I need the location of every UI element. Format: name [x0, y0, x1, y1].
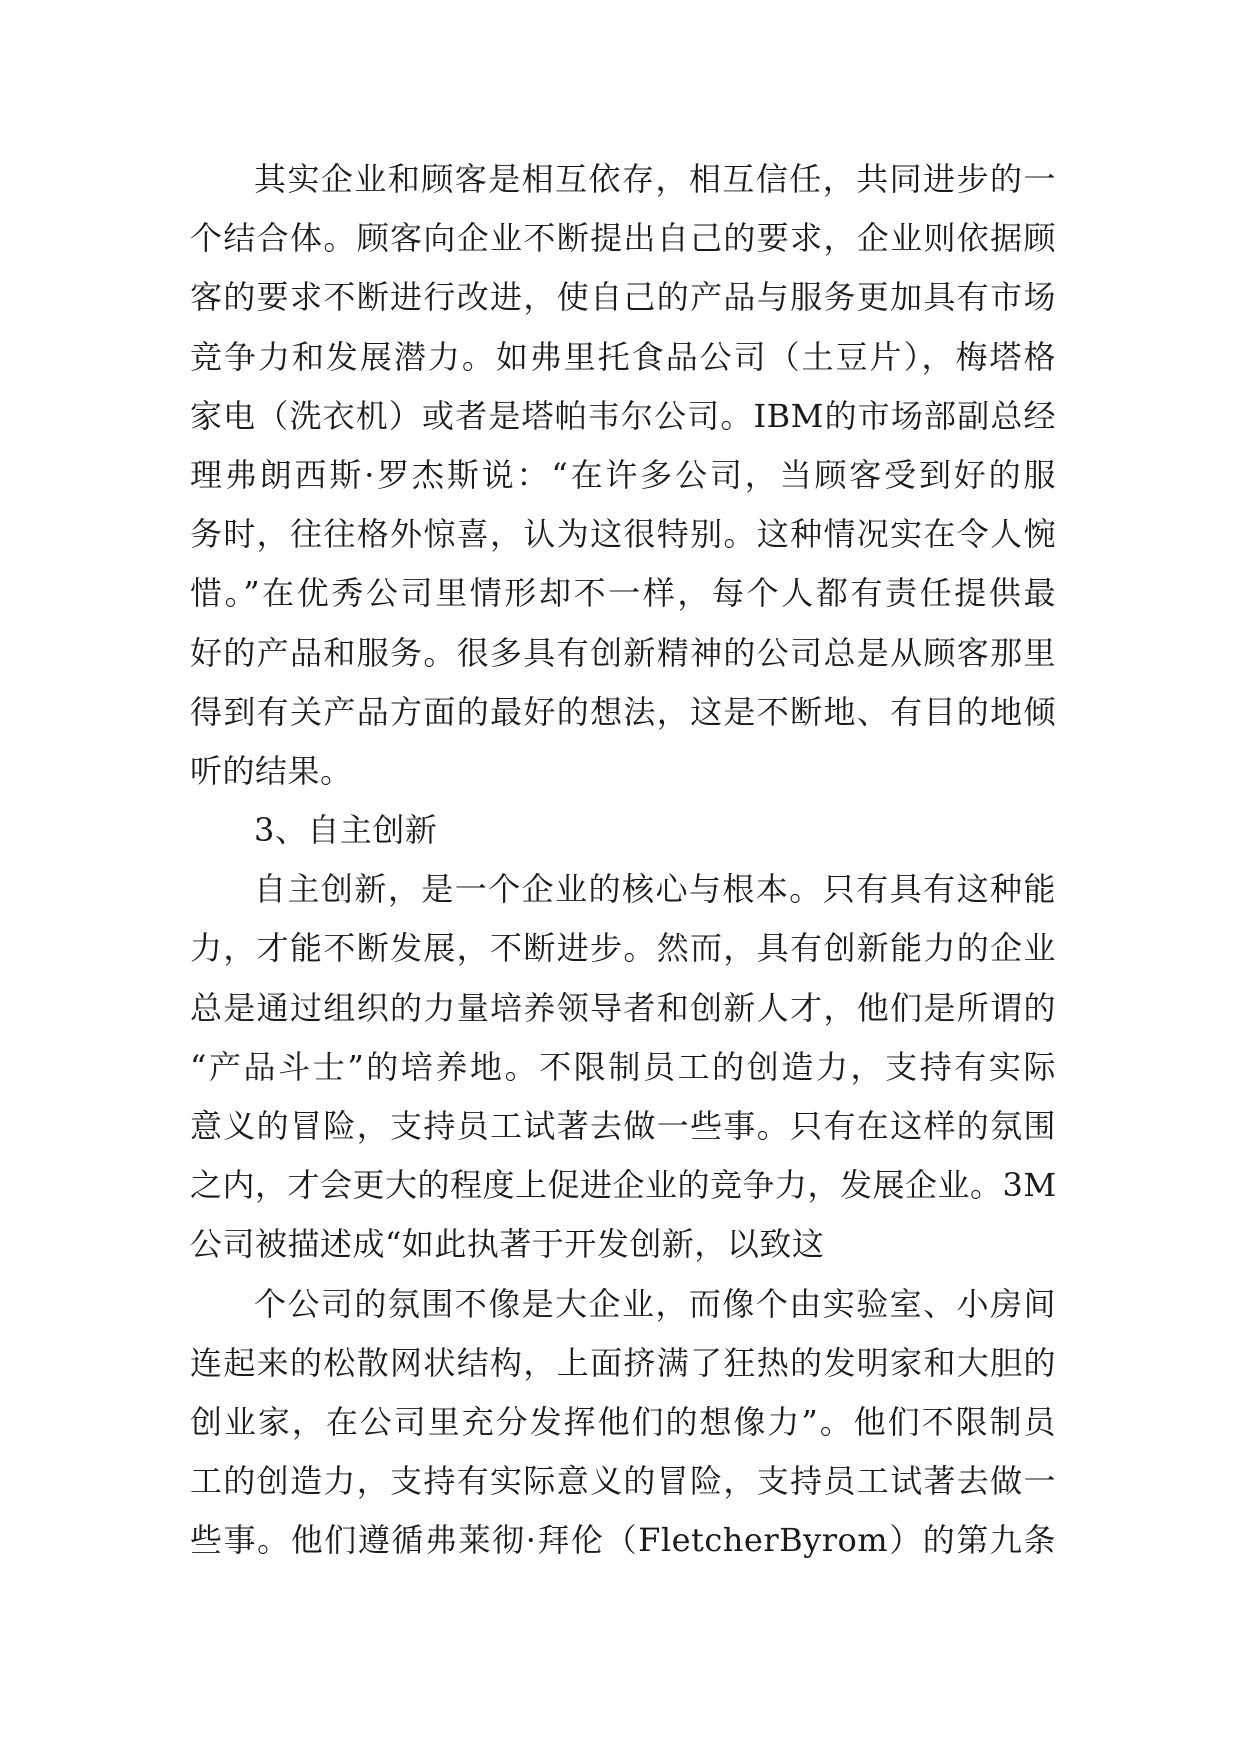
text-line: 理弗朗西斯·罗杰斯说：“在许多公司，当顾客受到好的服 — [190, 455, 1056, 494]
text-line: 创业家，在公司里充分发挥他们的想像力”。他们不限制员 — [190, 1402, 1056, 1441]
text-line: 些事。他们遵循弗莱彻·拜伦（FletcherByrom）的第九条 — [190, 1521, 1056, 1560]
text-line: 连起来的松散网状结构，上面挤满了狂热的发明家和大胆的 — [190, 1343, 1056, 1382]
text-line: 家电（洗衣机）或者是塔帕韦尔公司。IBM的市场部副总经 — [190, 396, 1056, 435]
text-line: 务时，往往格外惊喜，认为这很特别。这种情况实在令人惋 — [190, 515, 1056, 554]
text-line: 意义的冒险，支持员工试著去做一些事。只有在这样的氛围 — [190, 1107, 1056, 1145]
text-line: 得到有关产品方面的最好的想法，这是不断地、有目的地倾 — [190, 692, 1056, 731]
text-line: 总是通过组织的力量培养领导者和创新人才，他们是所谓的 — [190, 988, 1056, 1027]
text-line: 之内，才会更大的程度上促进企业的竞争力，发展企业。3M — [190, 1166, 1057, 1205]
text-line: 客的要求不断进行改进，使自己的产品与服务更加具有市场 — [190, 278, 1056, 317]
text-line: 惜。”在优秀公司里情形却不一样，每个人都有责任提供最 — [190, 574, 1056, 613]
text-line: “产品斗士”的培养地。不限制员工的创造力，支持有实际 — [190, 1047, 1056, 1086]
text-line: 公司被描述成“如此执著于开发创新，以致这 — [190, 1225, 825, 1264]
text-line: 听的结果。 — [190, 751, 353, 790]
text-line: 其实企业和顾客是相互依存，相互信任，共同进步的一 — [254, 160, 1056, 198]
text-line: 个结合体。顾客向企业不断提出自己的要求，企业则依据顾 — [190, 219, 1056, 258]
text-line: 竞争力和发展潜力。如弗里托食品公司（土豆片），梅塔格 — [190, 337, 1056, 376]
text-line: 工的创造力，支持有实际意义的冒险，支持员工试著去做一 — [190, 1462, 1056, 1501]
text-line: 自主创新，是一个企业的核心与根本。只有具有这种能 — [254, 870, 1056, 909]
document-body — [190, 150, 1056, 1571]
text-line: 好的产品和服务。很多具有创新精神的公司总是从顾客那里 — [190, 633, 1056, 672]
text-line: 力，才能不断发展，不断进步。然而，具有创新能力的企业 — [190, 929, 1056, 968]
section-heading: 3、自主创新 — [254, 811, 438, 850]
text-line: 个公司的氛围不像是大企业，而像个由实验室、小房间 — [254, 1284, 1056, 1323]
